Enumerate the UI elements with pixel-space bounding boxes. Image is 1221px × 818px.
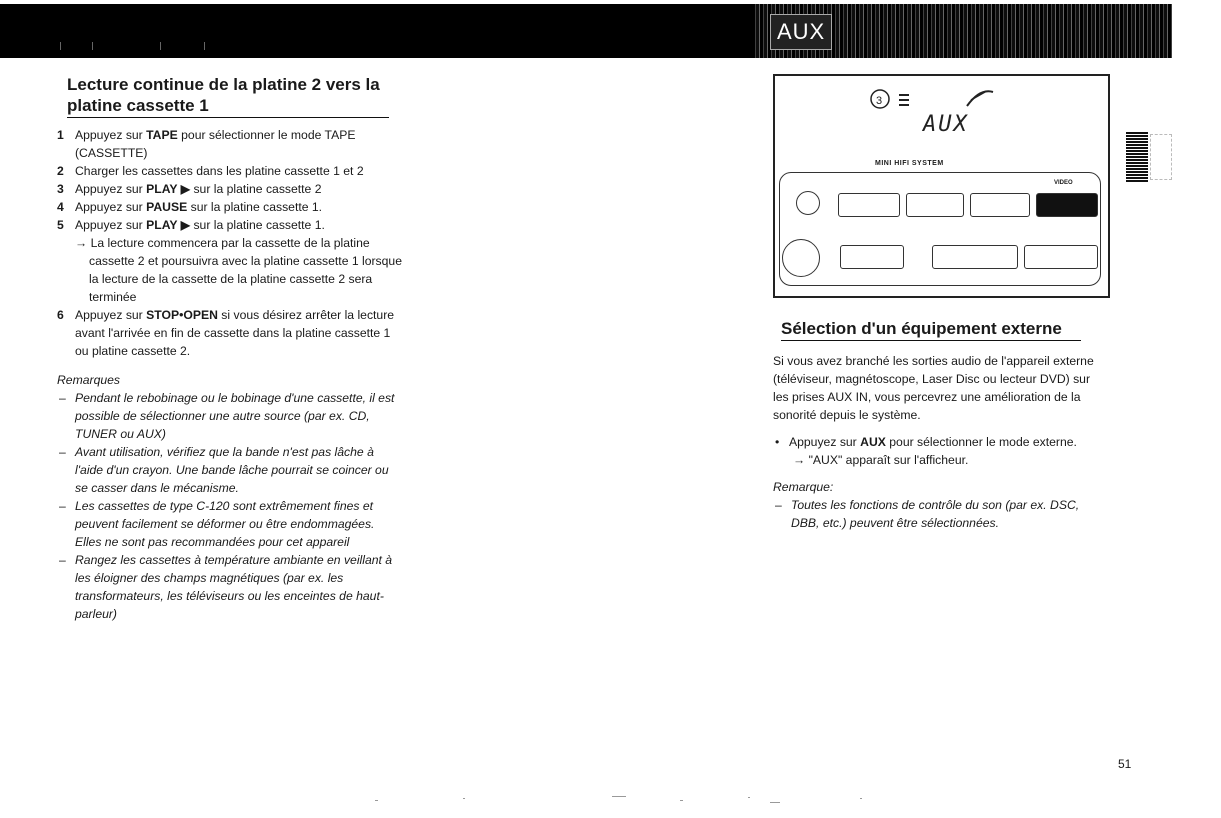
remark-item: – Rangez les cassettes à température ambiante en veillant à les éloigner des champs magnétiques (par ex. les transformateurs, les téléviseurs ou les enceintes de haut-parleur) <box>57 551 402 623</box>
thumb-index-outline <box>1150 134 1172 180</box>
transport-group <box>1024 245 1098 269</box>
right-paragraph: Si vous avez branché les sorties audio de l'appareil externe (téléviseur, magnétoscope, Laser Disc ou lecteur DVD) sur les prises AUX IN, vous percevrez une amélioration de la sonorité depuis le système. <box>773 354 1094 422</box>
right-column <box>773 318 1105 532</box>
remarks-list <box>57 389 402 623</box>
device-brand: MINI HIFI SYSTEM <box>875 160 944 167</box>
video-button <box>1036 193 1098 217</box>
left-section-title: Lecture continue de la platine 2 vers la platine cassette 1 <box>67 74 389 118</box>
step-item: 1 Appuyez sur TAPE pour sélectionner le mode TAPE (CASSETTE) <box>57 128 356 160</box>
header-tick <box>60 42 61 50</box>
bullet-item: • Appuyez sur AUX pour sélectionner le mode externe. → "AUX" apparaît sur l'afficheur. <box>773 433 1105 469</box>
svg-text:3: 3 <box>876 95 883 107</box>
step-item: 3 Appuyez sur PLAY ▶ sur la platine cassette 2 <box>57 182 322 196</box>
right-remarks-list <box>773 496 1105 532</box>
bullet-note: → "AUX" apparaît sur l'afficheur. <box>793 453 969 467</box>
remarks-title: Remarques <box>57 373 120 387</box>
right-section-title: Sélection d'un équipement externe <box>781 318 1081 341</box>
left-column <box>57 74 402 623</box>
video-label: VIDEO <box>1054 180 1073 186</box>
jog-knob <box>782 239 820 277</box>
header-tick <box>160 42 161 50</box>
remark-item: – Avant utilisation, vérifiez que la bande n'est pas lâche à l'aide d'un crayon. Une bande lâche pourrait se coincer ou se casser dans le mécanisme. <box>57 443 402 497</box>
header-tick <box>204 42 205 50</box>
volume-knob <box>796 191 820 215</box>
remark-item: – Toutes les fonctions de contrôle du son (par ex. DSC, DBB, etc.) peuvent être sélectionnées. <box>773 496 1105 532</box>
header-tick <box>92 42 93 50</box>
step-item: 6 Appuyez sur STOP•OPEN si vous désirez arrêter la lecture avant l'arrivée en fin de cassette dans la platine cassette 1 ou platine cassette 2. <box>57 308 395 358</box>
button-group <box>906 193 964 217</box>
button-group <box>970 193 1030 217</box>
device-illustration <box>773 74 1110 298</box>
button-group <box>838 193 900 217</box>
steps-list <box>57 126 402 360</box>
thumb-index-tab <box>1126 132 1148 182</box>
page-number: 51 <box>1118 757 1132 771</box>
remark-item: – Les cassettes de type C-120 sont extrêmement fines et peuvent facilement se déformer ou être endommagées. Elles ne sont pas recommandées pour cet appareil <box>57 497 402 551</box>
step-item: 2 Charger les cassettes dans les platine cassette 1 et 2 <box>57 164 364 178</box>
transport-group <box>932 245 1018 269</box>
bullet-dot: • <box>775 435 780 449</box>
transport-group <box>840 245 904 269</box>
scan-specks <box>0 794 1221 814</box>
right-remark-title: Remarque: <box>773 480 834 494</box>
section-badge: AUX <box>770 14 832 50</box>
header-band <box>0 4 1172 58</box>
remark-item: – Pendant le rebobinage ou le bobinage d'une cassette, il est possible de sélectionner une autre source (par ex. CD, TUNER ou AUX) <box>57 389 402 443</box>
device-panel <box>779 172 1101 286</box>
step-item: 4 Appuyez sur PAUSE sur la platine cassette 1. <box>57 200 323 214</box>
step-item: 5 Appuyez sur PLAY ▶ sur la platine cassette 1. → La lecture commencera par la cassette de la platine cassette 2 et poursuivra avec la platine cassette 1 lorsque la lecture de la cassette de la platine cassette 2 sera terminée <box>57 218 402 304</box>
display-readout: AUX <box>923 112 969 137</box>
step-note: → La lecture commencera par la cassette de la platine cassette 2 et poursuivra avec la platine cassette 1 lorsque la lecture de la cassette de la platine cassette 2 sera terminée <box>75 236 402 304</box>
